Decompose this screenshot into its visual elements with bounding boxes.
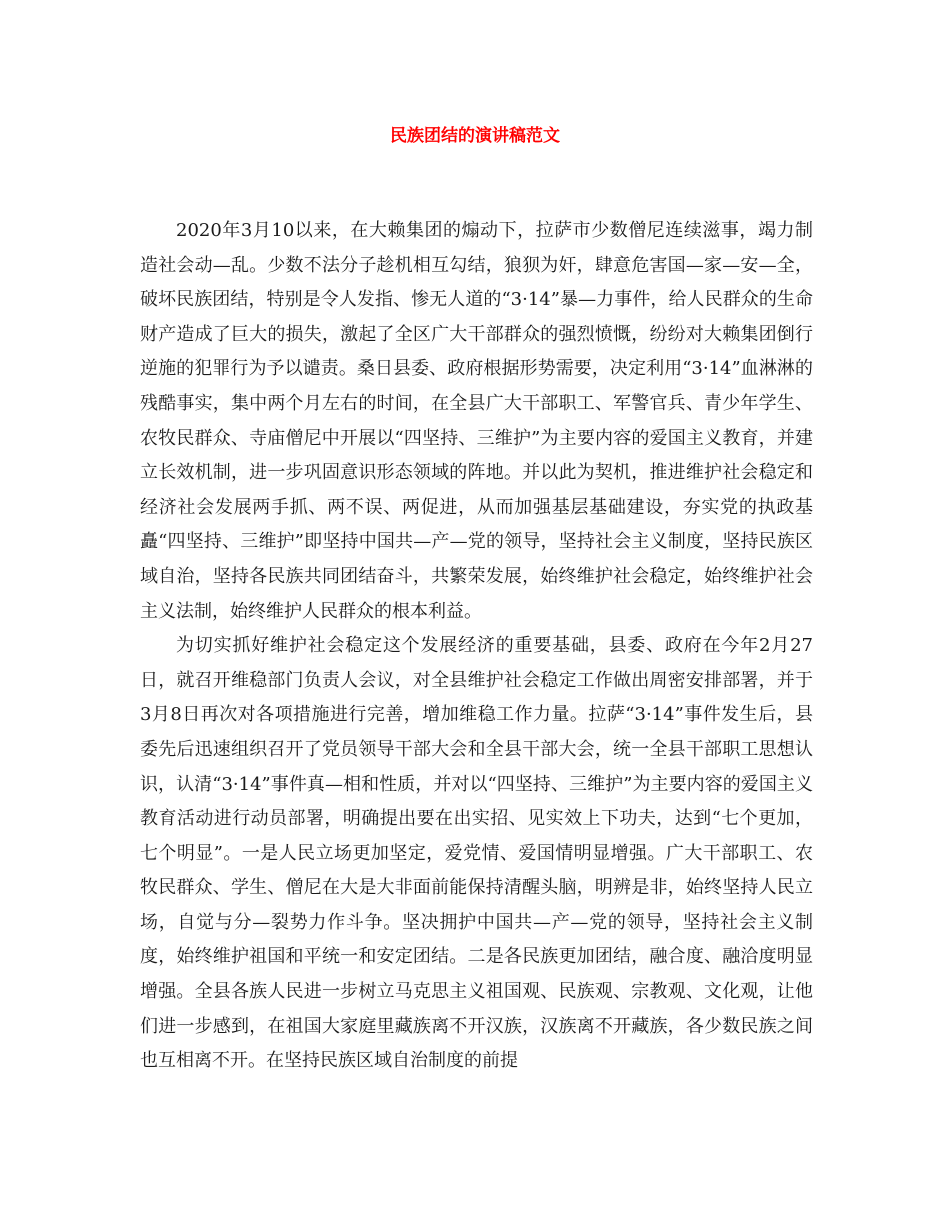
document-title: 民族团结的演讲稿范文 <box>390 126 560 146</box>
document-body <box>140 214 813 1079</box>
paragraph: 为切实抓好维护社会稳定这个发展经济的重要基础，县委、政府在今年2月27日，就召开维稳部门负责人会议，对全县维护社会稳定工作做出周密安排部署，并于3月8日再次对各项措施进行完善，增加维稳工作力量。拉萨“3·14”事件发生后，县委先后迅速组织召开了党员领导干部大会和全县干部大会，统一全县干部职工思想认识，认清“3·14”事件真—相和性质，并对以“四坚持、三维护”为主要内容的爱国主义教育活动进行动员部署，明确提出要在出实招、见实效上下功夫，达到“七个更加，七个明显”。一是人民立场更加坚定，爱党情、爱国情明显增强。广大干部职工、农牧民群众、学生、僧尼在大是大非面前能保持清醒头脑，明辨是非，始终坚持人民立场，自觉与分—裂势力作斗争。坚决拥护中国共—产—党的领导，坚持社会主义制度，始终维护祖国和平统一和安定团结。二是各民族更加团结，融合度、融洽度明显增强。全县各族人民进一步树立马克思主义祖国观、民族观、宗教观、文化观，让他们进一步感到，在祖国大家庭里藏族离不开汉族，汉族离不开藏族，各少数民族之间也互相离不开。在坚持民族区域自治制度的前提 <box>140 635 813 1072</box>
paragraph: 2020年3月10以来，在大赖集团的煽动下，拉萨市少数僧尼连续滋事，竭力制造社会动—乱。少数不法分子趁机相互勾结，狼狈为奸，肆意危害国—家—安—全，破坏民族团结，特别是令人发指、惨无人道的“3·14”暴—力事件，给人民群众的生命财产造成了巨大的损失，激起了全区广大干部群众的强烈愤慨，纷纷对大赖集团倒行逆施的犯罪行为予以谴责。桑日县委、政府根据形势需要，决定利用“3·14”血淋淋的残酷事实，集中两个月左右的时间，在全县广大干部职工、军警官兵、青少年学生、农牧民群众、寺庙僧尼中开展以“四坚持、三维护”为主要内容的爱国主义教育，并建立长效机制，进一步巩固意识形态领域的阵地。并以此为契机，推进维护社会稳定和经济社会发展两手抓、两不误、两促进，从而加强基层基础建设，夯实党的执政基矗“四坚持、三维护”即坚持中国共—产—党的领导，坚持社会主义制度，坚持民族区域自治，坚持各民族共同团结奋斗，共繁荣发展，始终维护社会稳定，始终维护社会主义法制，始终维护人民群众的根本利益。 <box>140 220 813 622</box>
